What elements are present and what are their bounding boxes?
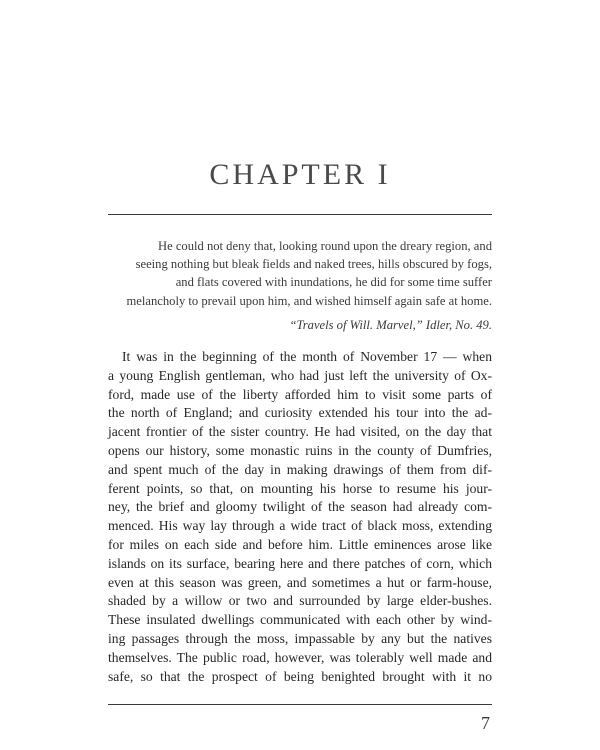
body-line: ing passages through the moss, impassable by any but the natives xyxy=(108,630,492,646)
body-line: opens our history, some monastic ruins in the county of Dumfries, xyxy=(108,442,492,458)
body-line: and spent much of the day in making drawings of them from dif- xyxy=(108,461,492,477)
body-line: It was in the beginning of the month of November 17 — when xyxy=(122,349,492,364)
body-text xyxy=(108,348,492,686)
body-line: for miles on each side and before him. Little eminences arose like xyxy=(108,536,492,552)
body-line: a young English gentleman, who had just left the university of Ox- xyxy=(108,367,492,383)
epigraph-citation: “Travels of Will. Marvel,” Idler, No. 49. xyxy=(289,318,492,332)
body-line: ford, made use of the liberty afforded him to visit some parts of xyxy=(108,386,492,402)
epigraph-line: seeing nothing but bleak fields and naked trees, hills obscured by fogs, xyxy=(135,257,492,272)
body-line: safe, so that the prospect of being benighted brought with it no xyxy=(108,668,492,684)
chapter-title: CHAPTER I xyxy=(209,158,391,191)
body-line: even at this season was green, and sometimes a hut or farm-house, xyxy=(108,574,492,590)
body-line: themselves. The public road, however, was tolerably well made and xyxy=(108,649,492,665)
body-line: the north of England; and curiosity extended his tour into the ad- xyxy=(108,405,492,421)
body-line: menced. His way lay through a wide tract of black moss, extending xyxy=(108,518,492,534)
top-divider xyxy=(108,214,492,215)
body-line: islands on its surface, bearing here and there patches of corn, which xyxy=(108,555,492,571)
epigraph-line: and flats covered with inundations, he did for some time suffer xyxy=(175,275,492,290)
page-number: 7 xyxy=(481,713,490,733)
epigraph xyxy=(108,237,492,310)
body-line: ferent points, so that, on mounting his horse to resume his jour- xyxy=(108,480,492,496)
epigraph-line: He could not deny that, looking round upon the dreary region, and xyxy=(157,239,492,253)
body-line: ney, the brief and gloomy twilight of the season had already com- xyxy=(108,499,492,515)
body-line: shaded by a willow or two and surrounded by large elder-bushes. xyxy=(108,593,492,609)
epigraph-line: melancholy to prevail upon him, and wished himself again safe at home. xyxy=(126,293,492,308)
body-line: These insulated dwellings communicated with each other by wind- xyxy=(108,612,492,628)
bottom-divider xyxy=(108,704,492,705)
body-line: jacent frontier of the sister country. He had visited, on the day that xyxy=(108,424,492,440)
